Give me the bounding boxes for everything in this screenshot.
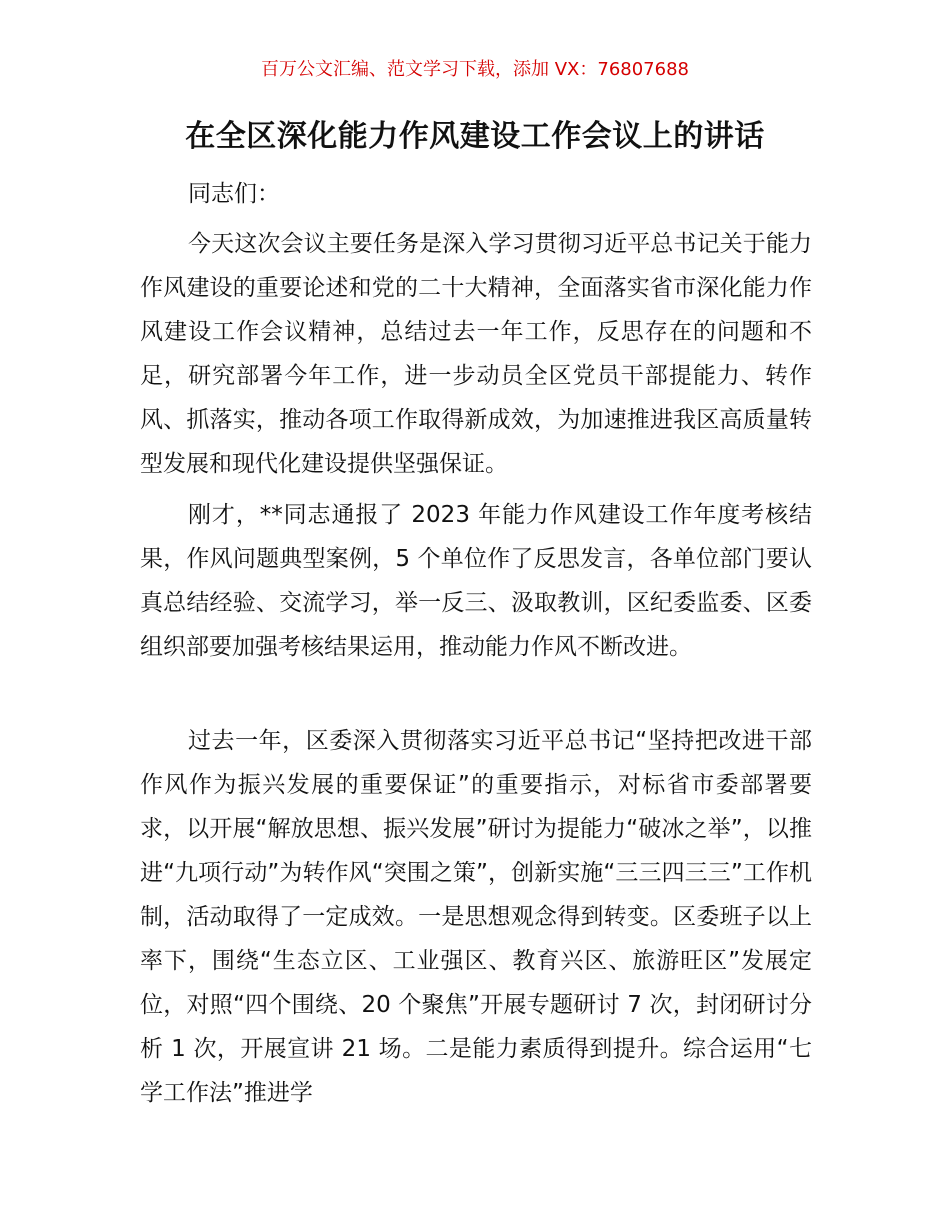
paragraph-2 (140, 493, 812, 669)
paragraph-3 (140, 719, 812, 1115)
greeting: 同志们： (188, 181, 280, 207)
paragraph-text: 今天这次会议主要任务是深入学习贯彻习近平总书记关于能力作风建设的重要论述和党的二十大精神，全面落实省市深化能力作风建设工作会议精神，总结过去一年工作，反思存在的问题和不足，研究部署今年工作，进一步动员全区党员干部提能力、转作风、抓落实，推动各项工作取得新成效，为加速推进我区高质量转型发展和现代化建设提供坚强保证。 (140, 231, 812, 477)
paragraph-text: 过去一年，区委深入贯彻落实习近平总书记“坚持把改进干部作风作为振兴发展的重要保证”的重要指示，对标省市委部署要求，以开展“解放思想、振兴发展”研讨为提能力“破冰之举”，以推进“九项行动”为转作风“突围之策”，创新实施“三三四三三”工作机制，活动取得了一定成效。一是思想观念得到转变。区委班子以上率下，围绕“生态立区、工业强区、教育兴区、旅游旺区”发展定位，对照“四个围绕、20 个聚焦”开展专题研讨 7 次，封闭研讨分析 1 次，开展宣讲 21 场。二是能力素质得到提升。综合运用“七学工作法”推进学 (140, 728, 812, 1106)
header-watermark: 百万公文汇编、范文学习下载，添加 VX：76807688 (261, 59, 689, 80)
paragraph-1 (140, 222, 812, 486)
page-title: 在全区深化能力作风建设工作会议上的讲话 (185, 119, 765, 154)
paragraph-text: 刚才，**同志通报了 2023 年能力作风建设工作年度考核结果，作风问题典型案例，5 个单位作了反思发言，各单位部门要认真总结经验、交流学习，举一反三、汲取教训，区纪委监委、区委组织部要加强考核结果运用，推动能力作风不断改进。 (140, 502, 812, 660)
